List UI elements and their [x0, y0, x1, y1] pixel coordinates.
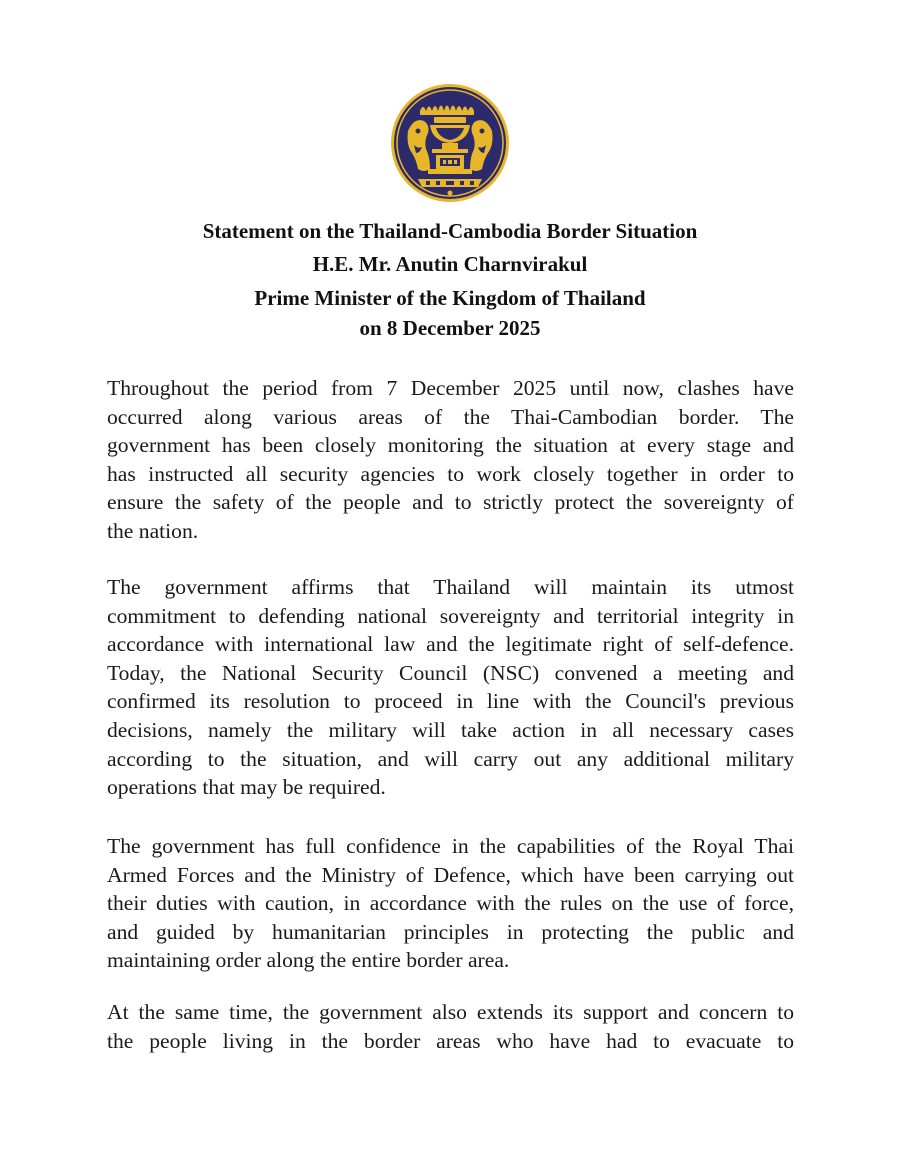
paragraph-1	[107, 374, 794, 546]
paragraph-3	[107, 832, 794, 975]
speaker-position: Prime Minister of the Kingdom of Thailand	[254, 286, 646, 310]
paragraph-line: and guided by humanitarian principles in protecting the public and	[107, 919, 794, 944]
paragraph-line: The government has full confidence in the capabilities of the Royal Thai	[107, 834, 794, 858]
paragraph-line: maintaining order along the entire border area.	[107, 948, 510, 973]
paragraph-line: the nation.	[107, 518, 199, 543]
paragraph-line: confirmed its resolution to proceed in line with the Council's previous	[107, 689, 794, 714]
paragraph-2	[107, 573, 794, 802]
statement-date: on 8 December 2025	[359, 316, 541, 340]
statement-title: Statement on the Thailand-Cambodia Border Situation	[202, 219, 698, 243]
paragraph-line: Armed Forces and the Ministry of Defence, which have been carrying out	[107, 862, 794, 887]
paragraph-line: ensure the safety of the people and to strictly protect the sovereignty of	[107, 490, 794, 515]
paragraph-line: commitment to defending national sovereignty and territorial integrity in	[107, 603, 794, 628]
paragraph-line: operations that may be required.	[107, 775, 386, 800]
paragraph-line: according to the situation, and will carry out any additional military	[107, 746, 794, 771]
speaker-name: H.E. Mr. Anutin Charnvirakul	[312, 252, 588, 276]
paragraph-line: their duties with caution, in accordance with the rules on the use of force,	[107, 891, 794, 916]
paragraph-4	[107, 998, 794, 1055]
paragraph-line: decisions, namely the military will take action in all necessary cases	[107, 717, 794, 742]
paragraph-line: accordance with international law and the legitimate right of self-defence.	[107, 632, 794, 657]
paragraph-line: has instructed all security agencies to work closely together in order to	[107, 461, 794, 486]
government-seal-icon	[390, 83, 510, 203]
paragraph-line: government has been closely monitoring the situation at every stage and	[107, 433, 794, 458]
paragraph-line: At the same time, the government also extends its support and concern to	[107, 1000, 794, 1024]
paragraph-line: occurred along various areas of the Thai-Cambodian border. The	[107, 404, 794, 429]
paragraph-line: Throughout the period from 7 December 2025 until now, clashes have	[107, 376, 794, 400]
paragraph-line: Today, the National Security Council (NSC) convened a meeting and	[107, 660, 794, 685]
paragraph-line: the people living in the border areas who have had to evacuate to	[107, 1028, 794, 1053]
paragraph-line: The government affirms that Thailand will maintain its utmost	[107, 575, 794, 599]
